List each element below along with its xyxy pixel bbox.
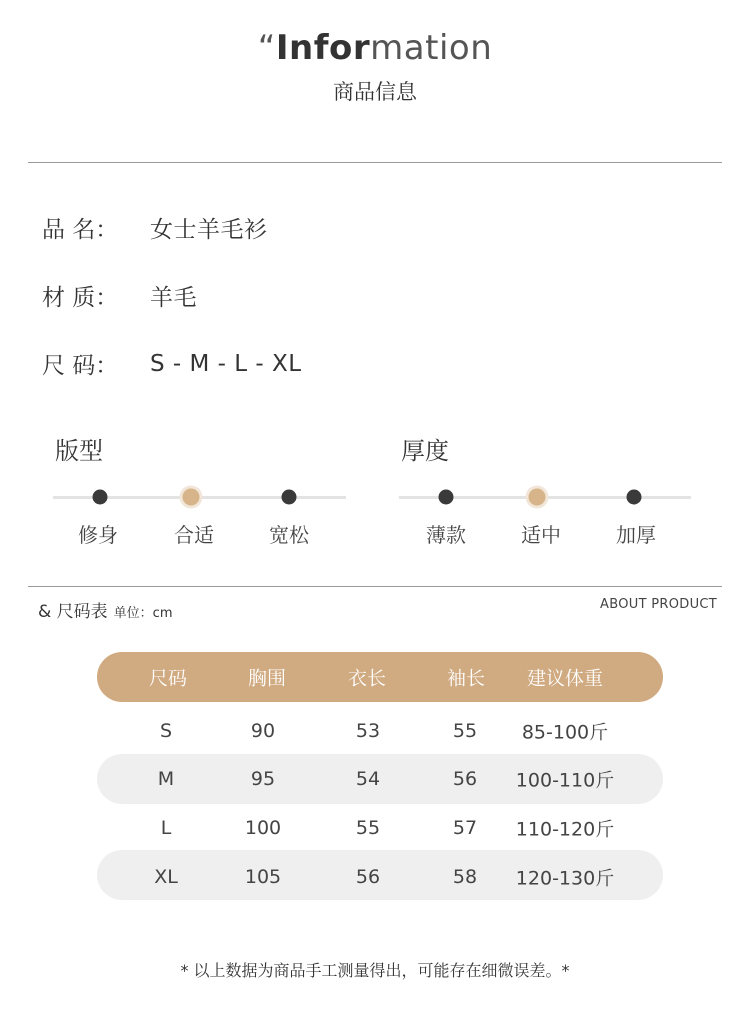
table-cell: L [160,817,172,839]
title-light-part: mation [370,28,493,68]
table-cell: 55 [452,720,478,742]
info-label: 品 名： [42,217,119,243]
table-cell: S [159,720,173,742]
info-label: 材 质： [42,285,119,311]
table-cell: 57 [452,817,478,839]
table-header-cell: 衣长 [347,667,387,690]
table-header-cell: 袖长 [446,667,486,690]
fit-scale-dot [282,490,297,505]
thickness-scale-dot [439,490,454,505]
page-title [0,28,750,68]
table-cell: 120-130斤 [515,867,615,890]
thickness-option-label: 薄款 [426,523,466,547]
page-subtitle: 商品信息 [333,80,417,104]
table-cell: 58 [452,866,478,888]
thickness-scale-title: 厚度 [401,437,449,465]
table-cell: 85-100斤 [521,721,609,744]
measurement-footnote: * 以上数据为商品手工测量得出，可能存在细微误差。* [180,961,570,980]
title-bold-part: Infor [275,28,371,68]
thickness-option-label: 适中 [521,523,561,547]
info-row-material [42,279,197,312]
table-header-cell: 胸围 [247,667,287,690]
table-cell: 55 [355,817,381,839]
size-section-title-text: & 尺码表 [38,602,108,622]
size-section-divider [28,586,722,587]
info-value: S - M - L - XL [150,350,302,377]
info-row-name [42,211,268,244]
info-label: 尺 码： [42,353,119,379]
header-divider [28,162,722,163]
fit-option-label: 合适 [174,523,214,547]
thickness-scale-dot [529,489,546,506]
table-cell: XL [154,866,178,888]
fit-scale-title: 版型 [55,437,103,465]
size-unit-label: 单位：cm [113,606,173,621]
table-cell: 90 [250,720,276,742]
table-cell: 100-110斤 [515,769,615,792]
size-section-title [38,597,172,622]
table-cell: 53 [355,720,381,742]
fit-scale-dot [183,489,200,506]
thickness-option-label: 加厚 [616,523,656,547]
fit-scale-dot [93,490,108,505]
table-cell: 110-120斤 [515,818,615,841]
table-cell: 54 [355,768,381,790]
fit-option-label: 修身 [78,523,118,547]
about-product-label: ABOUT PRODUCT [600,597,717,612]
fit-option-label: 宽松 [269,523,309,547]
table-cell: M [157,768,175,790]
table-cell: 56 [452,768,478,790]
info-value: 羊毛 [150,285,197,311]
table-cell: 105 [244,866,282,888]
table-cell: 56 [355,866,381,888]
table-header-cell: 尺码 [148,667,188,690]
table-cell: 100 [244,817,282,839]
info-row-size [42,347,302,380]
thickness-scale-dot [627,490,642,505]
title-quote-mark: “ [257,28,276,68]
table-header-cell: 建议体重 [526,667,604,690]
info-value: 女士羊毛衫 [150,217,268,243]
table-cell: 95 [250,768,276,790]
